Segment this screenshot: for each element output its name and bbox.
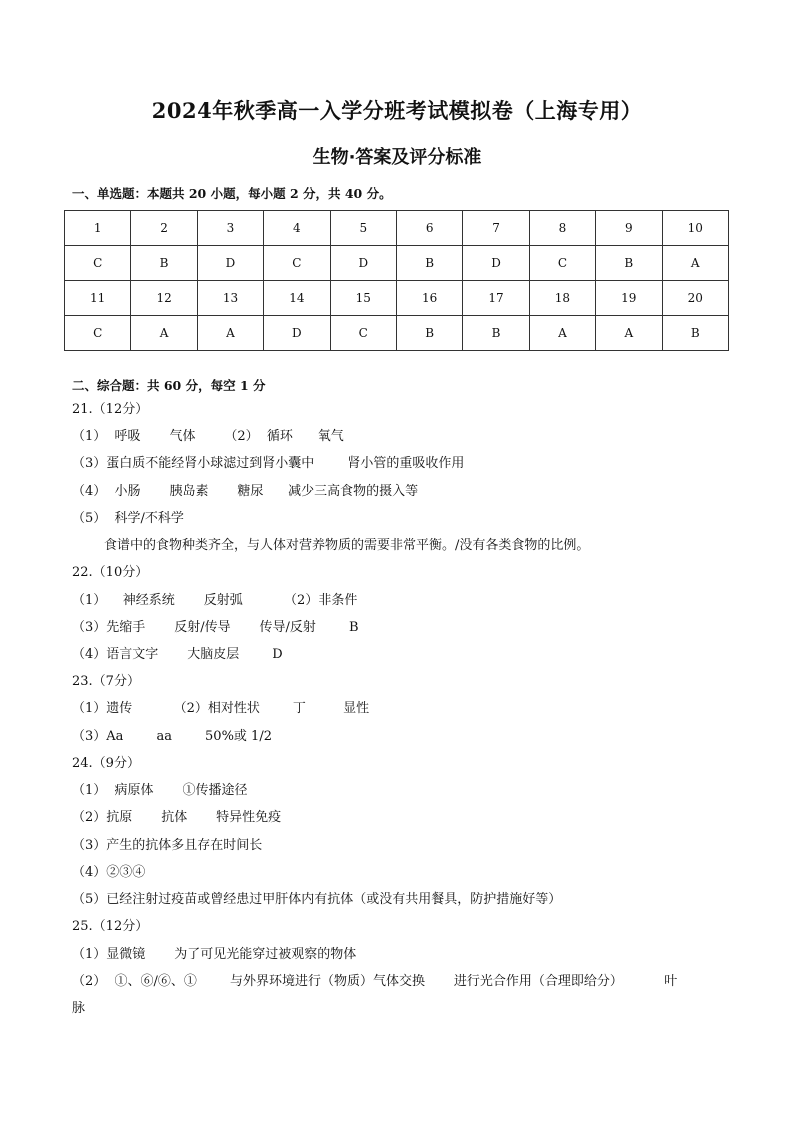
table-cell: C (65, 316, 131, 351)
question-heading-22: 22.（10分） (72, 565, 149, 580)
table-cell: C (65, 246, 131, 281)
answer-line: 脉 (72, 1001, 86, 1016)
table-cell: 12 (131, 281, 197, 316)
page-title: 2024年秋季高一入学分班考试模拟卷（上海专用） (151, 98, 643, 123)
answer-line: （4） 小肠 胰岛素 糖尿 减少三高食物的摄入等 (72, 484, 419, 499)
table-cell: 11 (65, 281, 131, 316)
table-cell: 7 (463, 211, 529, 246)
answer-line: （1）显微镜 为了可见光能穿过被观察的物体 (72, 947, 357, 962)
question-heading-23: 23.（7分） (72, 674, 140, 689)
table-cell: B (596, 246, 662, 281)
table-cell: B (131, 246, 197, 281)
table-cell: A (529, 316, 595, 351)
table-cell: 18 (529, 281, 595, 316)
answer-line: （3）Aa aa 50%或 1/2 (72, 729, 272, 744)
table-cell: D (463, 246, 529, 281)
table-cell: D (197, 246, 263, 281)
table-row (65, 211, 729, 246)
table-cell: 5 (330, 211, 396, 246)
answer-line: （3）产生的抗体多且存在时间长 (72, 838, 263, 853)
table-cell: B (463, 316, 529, 351)
table-cell: 14 (264, 281, 330, 316)
answer-line: 食谱中的食物种类齐全，与人体对营养物质的需要非常平衡。/没有各类食物的比例。 (104, 538, 590, 553)
table-cell: 16 (396, 281, 462, 316)
table-cell: 2 (131, 211, 197, 246)
answer-line: （1）遗传 （2）相对性状 丁 显性 (72, 701, 370, 716)
table-cell: A (662, 246, 728, 281)
answer-line: （3）先缩手 反射/传导 传导/反射 B (72, 620, 359, 635)
table-cell: A (596, 316, 662, 351)
answer-line: （2）抗原 抗体 特异性免疫 (72, 810, 282, 825)
page-subtitle: 生物·答案及评分标准 (312, 147, 482, 168)
table-cell: C (264, 246, 330, 281)
question-heading-21: 21.（12分） (72, 402, 149, 417)
table-cell: C (529, 246, 595, 281)
table-cell: 17 (463, 281, 529, 316)
question-heading-24: 24.（9分） (72, 756, 140, 771)
answer-line: （4）语言文字 大脑皮层 D (72, 647, 283, 662)
table-row (65, 316, 729, 351)
table-cell: 15 (330, 281, 396, 316)
table-cell: B (396, 246, 462, 281)
answer-line: （5） 科学/不科学 (72, 511, 184, 526)
table-cell: 19 (596, 281, 662, 316)
table-cell: 8 (529, 211, 595, 246)
table-cell: D (264, 316, 330, 351)
answer-line: （2） ①、⑥/⑥、① 与外界环境进行（物质）气体交换 进行光合作用（合理即给分） 叶 (72, 974, 678, 989)
table-cell: 10 (662, 211, 728, 246)
table-cell: B (396, 316, 462, 351)
answer-line: （5）已经注射过疫苗或曾经患过甲肝体内有抗体（或没有共用餐具，防护措施好等） (72, 892, 562, 907)
table-cell: 1 (65, 211, 131, 246)
table-cell: A (197, 316, 263, 351)
table-cell: B (662, 316, 728, 351)
table-cell: 4 (264, 211, 330, 246)
answer-line: （3）蛋白质不能经肾小球滤过到肾小囊中 肾小管的重吸收作用 (72, 456, 465, 471)
table-cell: 20 (662, 281, 728, 316)
table-cell: 9 (596, 211, 662, 246)
table-row (65, 281, 729, 316)
answer-line: （4）②③④ (72, 865, 146, 880)
section-heading-comprehensive: 二、综合题：共 60 分，每空 1 分 (72, 378, 266, 393)
table-cell: D (330, 246, 396, 281)
table-cell: C (330, 316, 396, 351)
question-heading-25: 25.（12分） (72, 919, 149, 934)
answer-line: （1） 神经系统 反射弧 （2）非条件 (72, 593, 358, 608)
table-cell: 3 (197, 211, 263, 246)
section-heading-single-choice: 一、单选题：本题共 20 小题，每小题 2 分，共 40 分。 (72, 186, 392, 201)
table-cell: 6 (396, 211, 462, 246)
answer-table (64, 210, 729, 351)
table-cell: A (131, 316, 197, 351)
table-row (65, 246, 729, 281)
table-cell: 13 (197, 281, 263, 316)
answer-line: （1） 呼吸 气体 （2） 循环 氧气 (72, 429, 344, 444)
answer-line: （1） 病原体 ①传播途径 (72, 783, 248, 798)
